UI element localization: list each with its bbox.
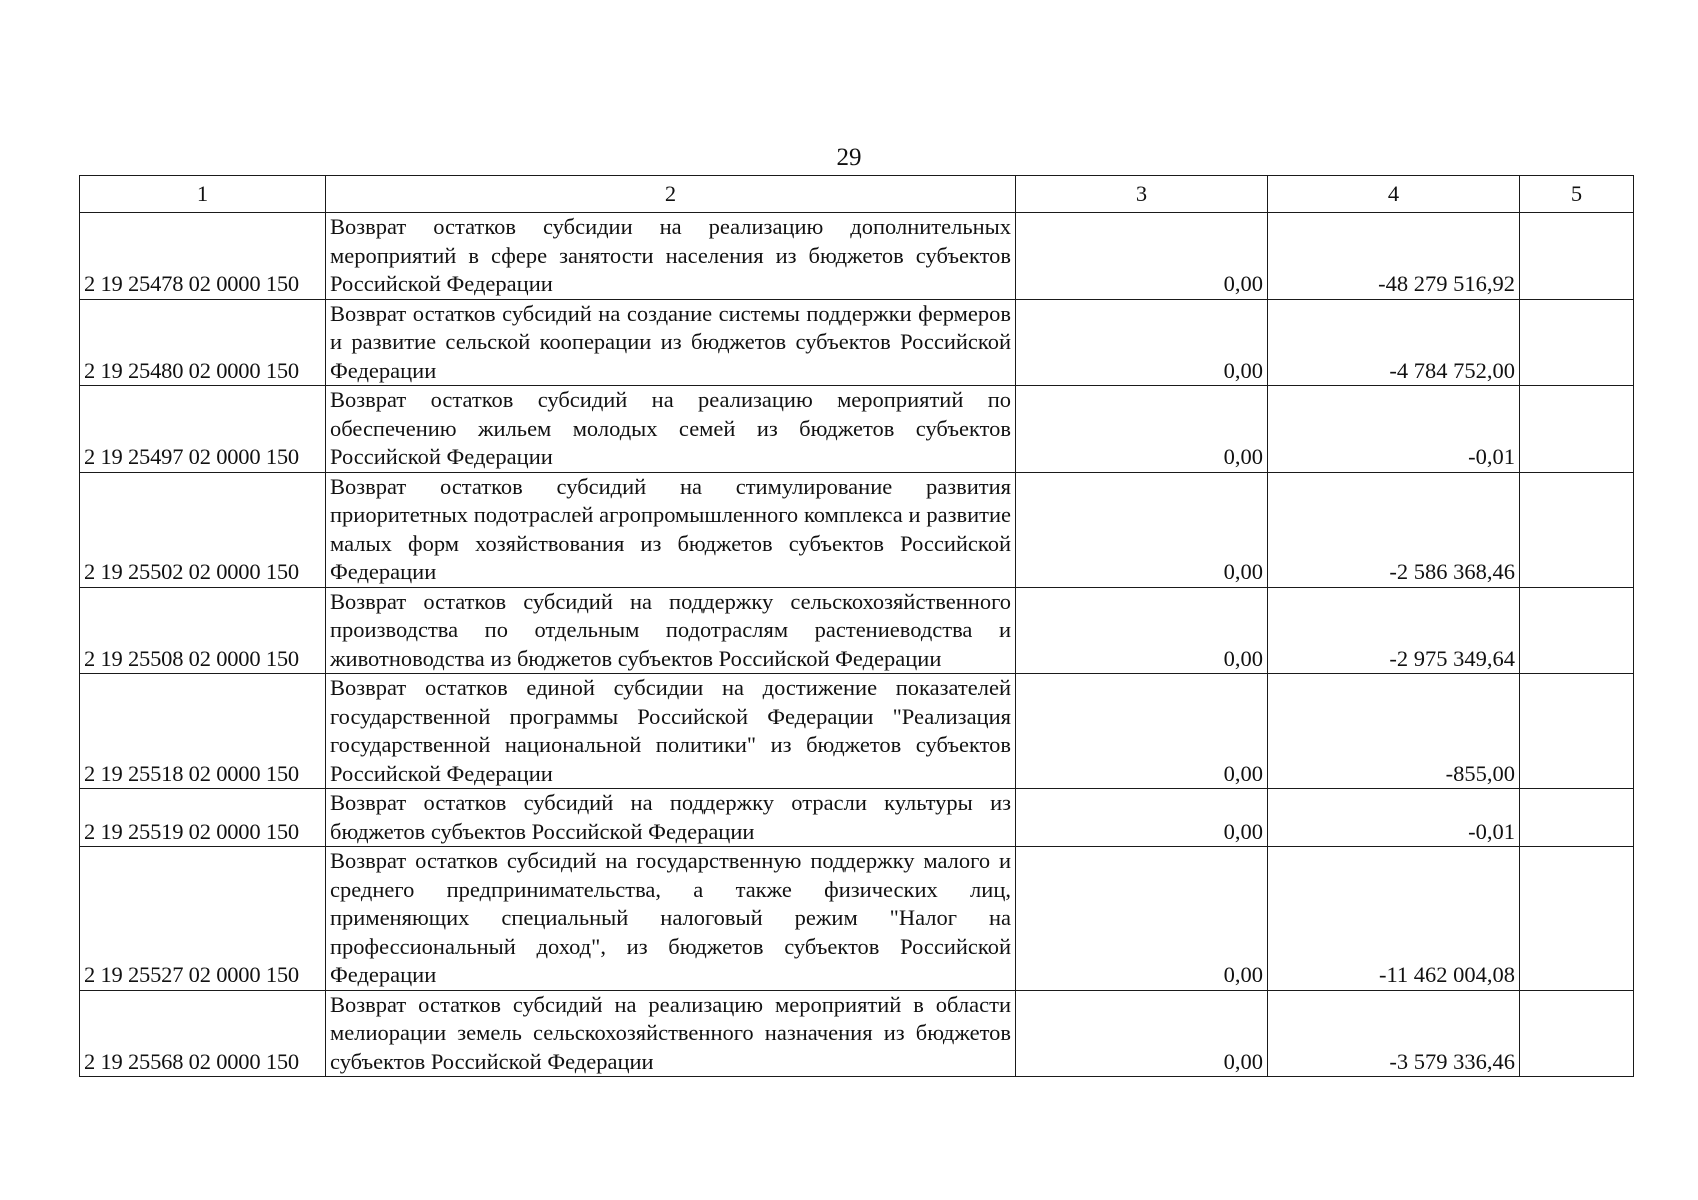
description-cell: Возврат остатков субсидии на реализацию дополнительных мероприятий в сфере занятости населения из бюджетов субъектов Российской Федерации [326, 213, 1016, 300]
table-header-row [80, 176, 1634, 213]
budget-code-cell: 2 19 25497 02 0000 150 [80, 386, 326, 473]
budget-code-cell: 2 19 25568 02 0000 150 [80, 990, 326, 1077]
column-header: 2 [326, 176, 1016, 213]
budget-code-cell: 2 19 25518 02 0000 150 [80, 674, 326, 789]
table-row [80, 587, 1634, 674]
column-header: 1 [80, 176, 326, 213]
column-3-value: 0,00 [1016, 847, 1268, 991]
column-4-value: -0,01 [1268, 386, 1520, 473]
table-row [80, 674, 1634, 789]
table-row [80, 990, 1634, 1077]
column-5-value [1520, 472, 1634, 587]
table-row [80, 213, 1634, 300]
column-header: 4 [1268, 176, 1520, 213]
column-5-value [1520, 990, 1634, 1077]
column-4-value: -4 784 752,00 [1268, 299, 1520, 386]
column-4-value: -2 586 368,46 [1268, 472, 1520, 587]
table-row [80, 789, 1634, 847]
column-5-value [1520, 386, 1634, 473]
budget-code-cell: 2 19 25527 02 0000 150 [80, 847, 326, 991]
column-5-value [1520, 847, 1634, 991]
column-4-value: -855,00 [1268, 674, 1520, 789]
budget-code-cell: 2 19 25502 02 0000 150 [80, 472, 326, 587]
column-3-value: 0,00 [1016, 789, 1268, 847]
table-row [80, 299, 1634, 386]
column-5-value [1520, 789, 1634, 847]
column-3-value: 0,00 [1016, 386, 1268, 473]
column-5-value [1520, 587, 1634, 674]
column-4-value: -3 579 336,46 [1268, 990, 1520, 1077]
description-cell: Возврат остатков единой субсидии на достижение показателей государственной программы Российской Федерации "Реализация государственной национальной политики" из бюджетов субъектов Российской Федерации [326, 674, 1016, 789]
column-3-value: 0,00 [1016, 472, 1268, 587]
page-number: 29 [836, 144, 862, 171]
column-5-value [1520, 674, 1634, 789]
column-4-value: -48 279 516,92 [1268, 213, 1520, 300]
column-3-value: 0,00 [1016, 587, 1268, 674]
budget-code-cell: 2 19 25508 02 0000 150 [80, 587, 326, 674]
budget-table [79, 175, 1634, 1077]
column-3-value: 0,00 [1016, 299, 1268, 386]
column-header: 5 [1520, 176, 1634, 213]
description-cell: Возврат остатков субсидий на создание системы поддержки фермеров и развитие сельской кооперации из бюджетов субъектов Российской Федерации [326, 299, 1016, 386]
table-row [80, 472, 1634, 587]
table-row [80, 386, 1634, 473]
budget-code-cell: 2 19 25480 02 0000 150 [80, 299, 326, 386]
table-row [80, 847, 1634, 991]
description-cell: Возврат остатков субсидий на реализацию мероприятий по обеспечению жильем молодых семей из бюджетов субъектов Российской Федерации [326, 386, 1016, 473]
budget-code-cell: 2 19 25478 02 0000 150 [80, 213, 326, 300]
description-cell: Возврат остатков субсидий на государственную поддержку малого и среднего предпринимательства, а также физических лиц, применяющих специальный налоговый режим "Налог на профессиональный доход", из бюджетов субъектов Российской Федерации [326, 847, 1016, 991]
description-cell: Возврат остатков субсидий на стимулирование развития приоритетных подотраслей агропромышленного комплекса и развитие малых форм хозяйствования из бюджетов субъектов Российской Федерации [326, 472, 1016, 587]
column-3-value: 0,00 [1016, 990, 1268, 1077]
column-header: 3 [1016, 176, 1268, 213]
column-5-value [1520, 213, 1634, 300]
column-3-value: 0,00 [1016, 213, 1268, 300]
column-3-value: 0,00 [1016, 674, 1268, 789]
column-4-value: -0,01 [1268, 789, 1520, 847]
budget-code-cell: 2 19 25519 02 0000 150 [80, 789, 326, 847]
column-5-value [1520, 299, 1634, 386]
column-4-value: -11 462 004,08 [1268, 847, 1520, 991]
column-4-value: -2 975 349,64 [1268, 587, 1520, 674]
description-cell: Возврат остатков субсидий на реализацию мероприятий в области мелиорации земель сельскохозяйственного назначения из бюджетов субъектов Российской Федерации [326, 990, 1016, 1077]
description-cell: Возврат остатков субсидий на поддержку отрасли культуры из бюджетов субъектов Российской Федерации [326, 789, 1016, 847]
description-cell: Возврат остатков субсидий на поддержку сельскохозяйственного производства по отдельным подотраслям растениеводства и животноводства из бюджетов субъектов Российской Федерации [326, 587, 1016, 674]
